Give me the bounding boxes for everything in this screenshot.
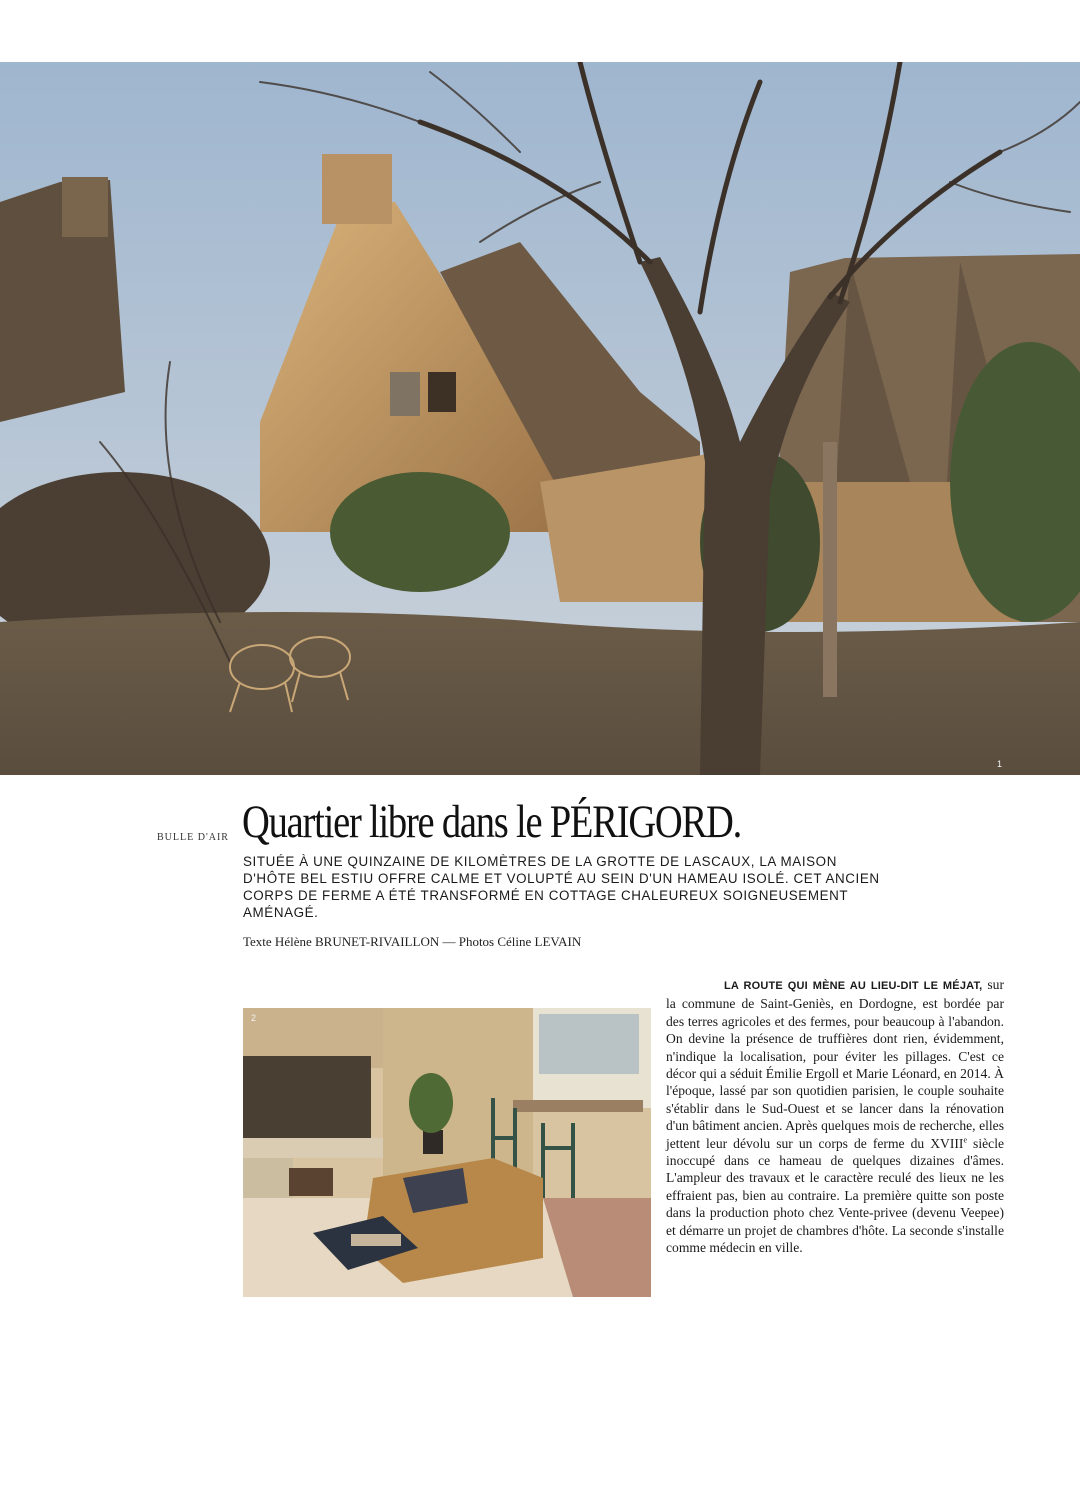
- photo-number: 1: [996, 759, 1002, 769]
- hero-photo: [0, 62, 1080, 775]
- standfirst: SITUÉE À UNE QUINZAINE DE KILOMÈTRES DE LA GROTTE DE LASCAUX, LA MAISON D'HÔTE BEL ESTIU OFFRE CALME ET VOLUPTÉ AU SEIN D'UN HAMEAU ISOLÉ. CET ANCIEN CORPS DE FERME A ÉTÉ TRANSFORMÉ EN COTTAGE CHALEUREUX SOIGNEUSEMENT AMÉNAGÉ.: [243, 854, 880, 920]
- article-body: [666, 976, 1004, 1257]
- body-text-1: sur la commune de Saint-Geniès, en Dordogne, est bordée par des terres agricoles et des fermes, pour beaucoup à l'abandon. On devine la présence de truffières dont rien, évidemment, n'indique la localisation, pour éviter les pillages. C'est ce décor qui a séduit Émilie Ergoll et Marie Léonard, en 2014. À l'époque, lassé par son quotidien parisien, le couple souhaite s'établir dans le Sud-Ouest et se lancer dans la rénovation d'un bâtiment ancien. Après quelques mois de recherche, elles jettent leur dévolu sur un corps de ferme du XVIII: [666, 977, 1005, 1151]
- section-kicker: BULLE D'AIR: [157, 832, 229, 843]
- credits: Texte Hélène BRUNET-RIVAILLON — Photos Céline LEVAIN: [243, 934, 582, 949]
- photo-number: 2: [251, 1013, 257, 1023]
- article-title: Quartier libre dans le PÉRIGORD.: [242, 796, 742, 848]
- body-text-2: siècle inoccupé dans ce hameau de quelques dizaines d'âmes. L'ampleur des travaux et le caractère reculé des lieux ne les effraient pas, bien au contraire. La première quitte son poste dans la production photo chez Vente-privee (devenu Veepee) et démarre un projet de chambres d'hôte. La seconde s'installe comme médecin en ville.: [666, 1135, 1004, 1256]
- living-room-illustration: [243, 1008, 651, 1297]
- lead-in: LA ROUTE QUI MÈNE AU LIEU-DIT LE MÉJAT,: [724, 980, 983, 992]
- interior-photo: [243, 1008, 651, 1297]
- century-superscript: e: [963, 1135, 968, 1145]
- farmhouse-illustration: [0, 62, 1080, 775]
